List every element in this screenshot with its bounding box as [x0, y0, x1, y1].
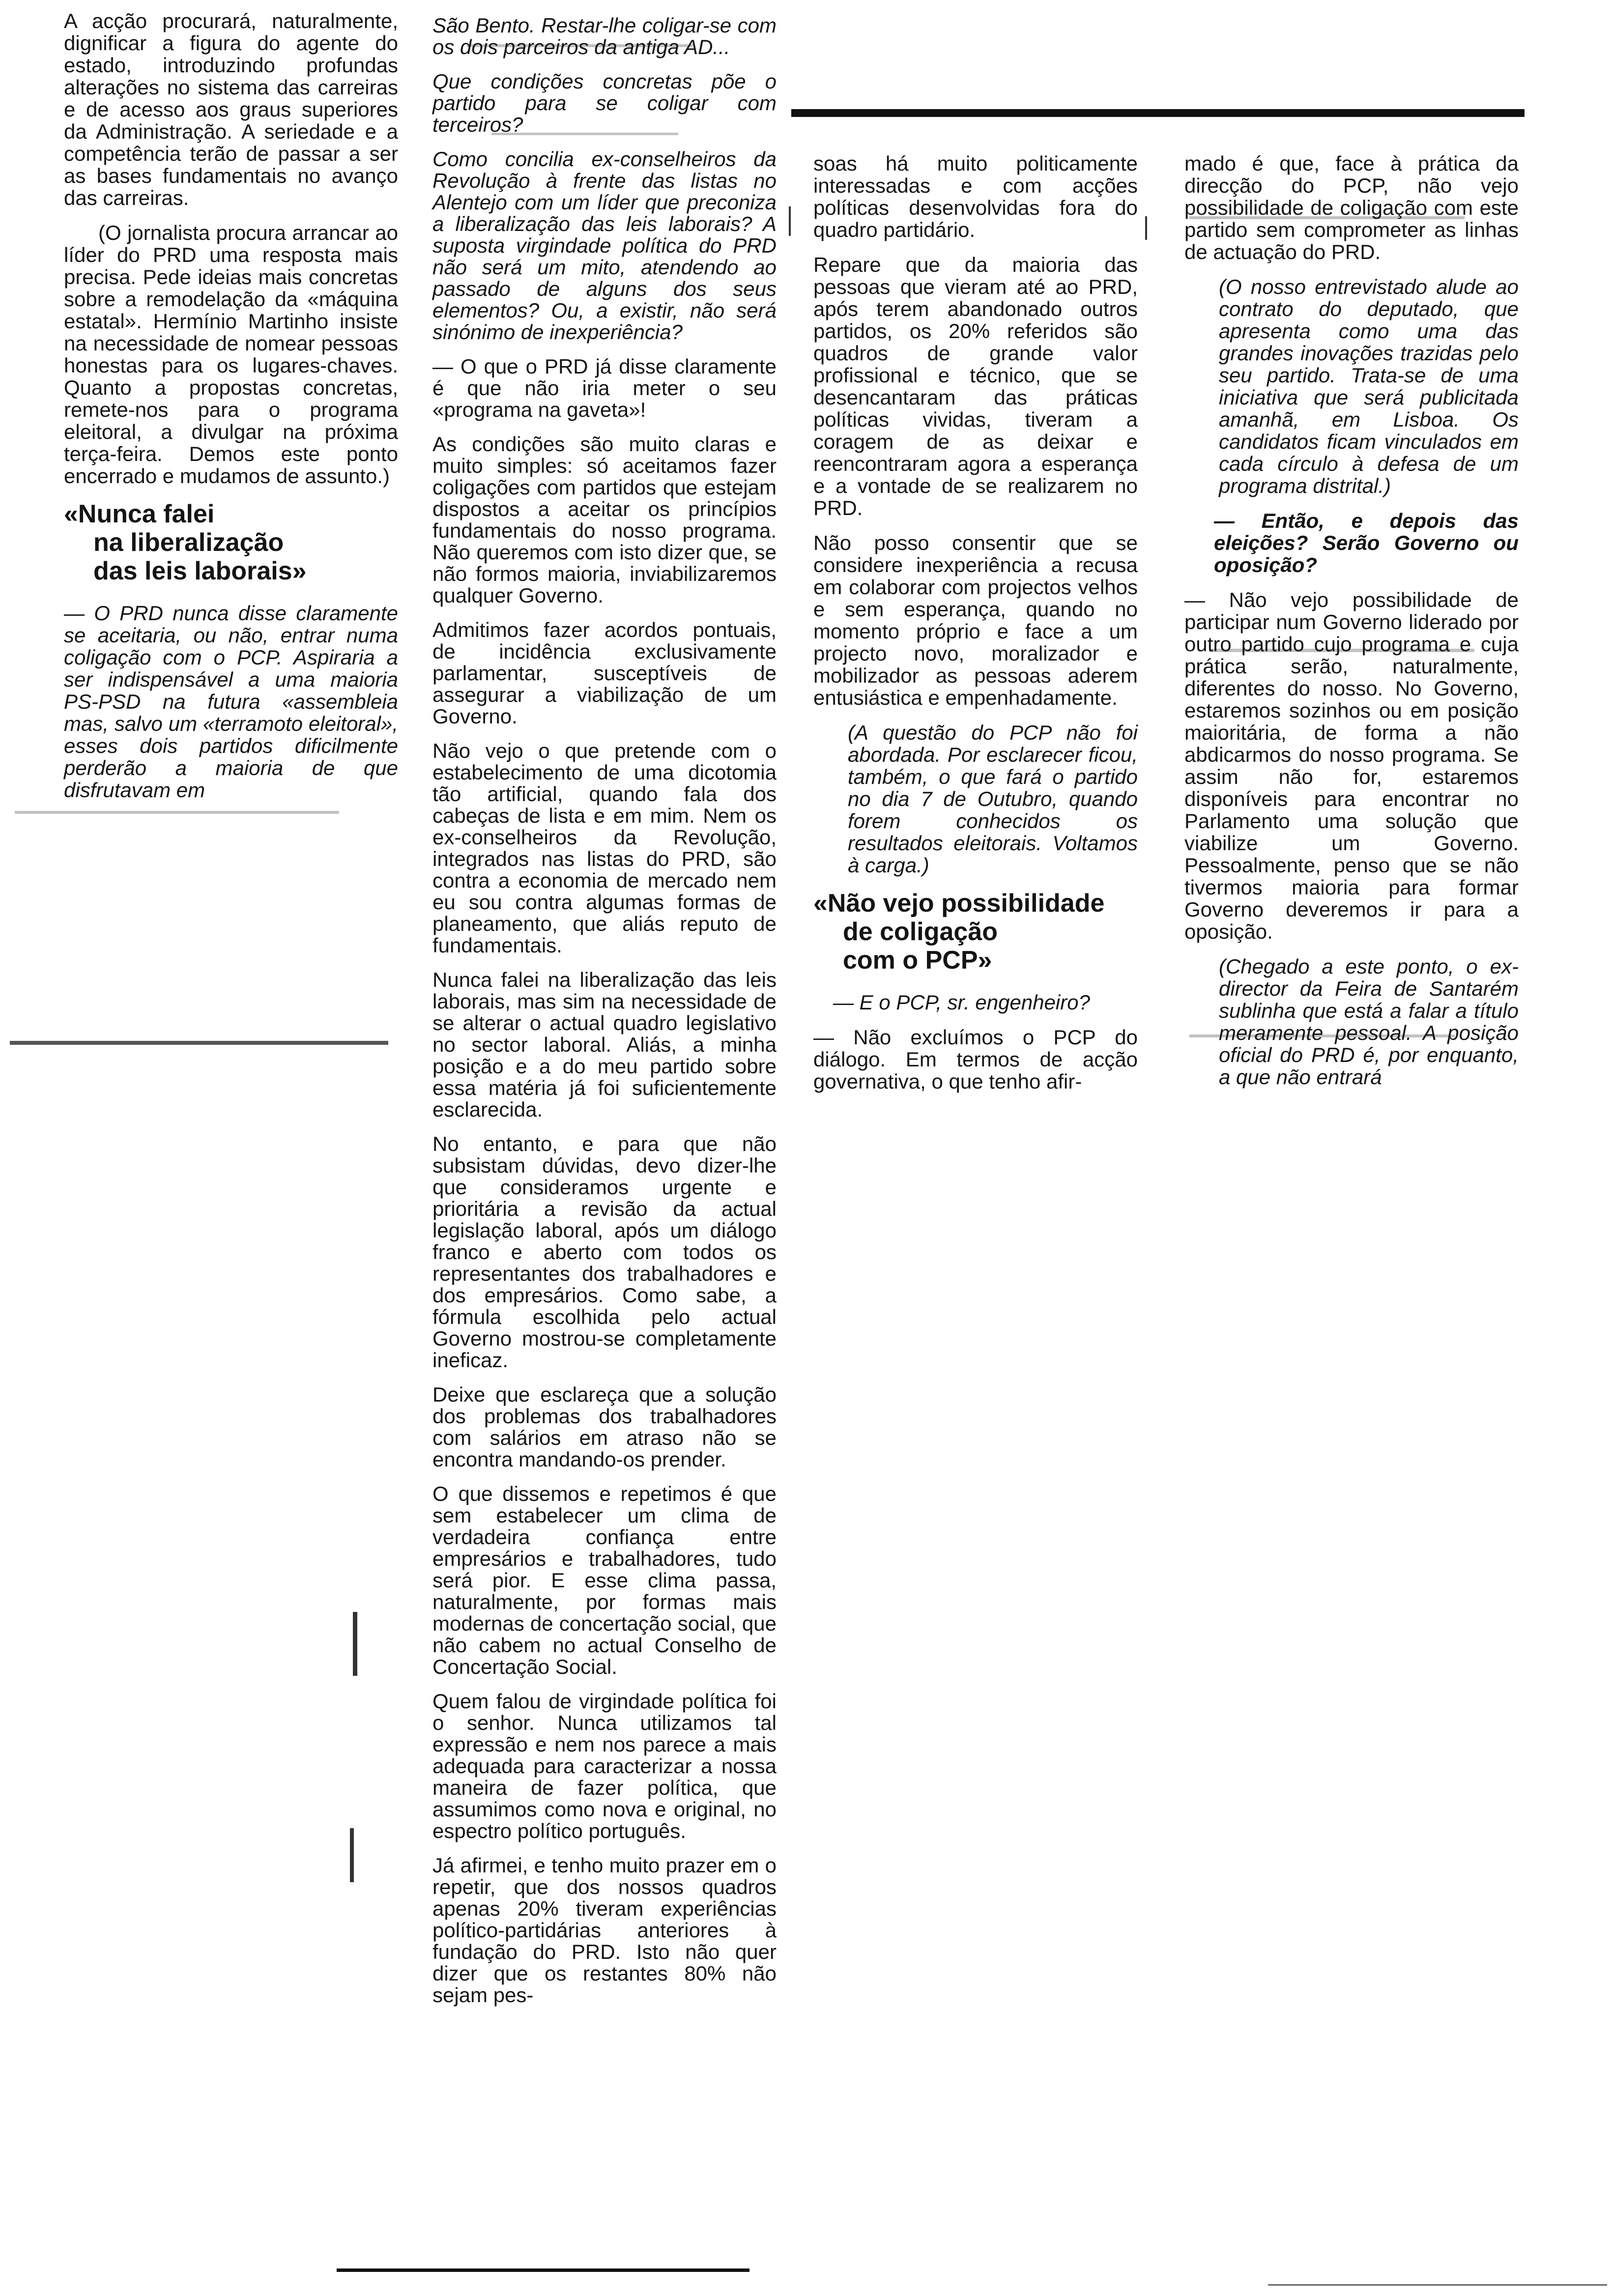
column-3 [813, 152, 1138, 1105]
col1-heading-line-2: na liberalização [93, 528, 284, 557]
col3-heading-line-2: de coligação [843, 918, 998, 946]
margin-mark [1145, 216, 1147, 240]
column-4 [1184, 152, 1519, 1101]
col2-answer-9: Quem falou de virgindade política foi o senhor. Nunca utilizamos tal expressão e nem nos parece a mais adequada para caracterizar a nossa maneira de fazer política, que assumimos como nova e original, no espectro político português. [432, 1690, 777, 1842]
col4-editorial-note-2: (Chegado a este ponto, o ex-director da Feira de Santarém sublinha que está a falar a título meramente pessoal. A posição oficial do PRD é, por enquanto, a que não entrará [1219, 955, 1519, 1089]
col1-paragraph-1: A acção procurará, naturalmente, dignificar a figura do agente do estado, introduzindo profundas alterações no sistema das carreiras e de acesso aos graus superiores da Administração. A seriedade e a competência terão de passar a ser as bases fundamentais no avanço das carreiras. [64, 9, 398, 209]
col4-answer: — Não vejo possibilidade de participar num Governo liderado por outro partido cujo programa e cuja prática serão, naturalmente, diferentes do nosso. No Governo, estaremos sozinhos ou em posição maioritária, de forma a não abdicarmos do nosso programa. Se assim não for, estaremos disponíveis para encontrar no Parlamento uma solução que viabilize um Governo. Pessoalmente, penso que se não tivermos maioria para formar Governo deveremos ir para a oposição. [1184, 588, 1519, 943]
col2-answer-4: Não vejo o que pretende com o estabelecimento de uma dicotomia tão artificial, quando fala dos cabeças de lista e em mim. Nem os ex-conselheiros da Revolução, integrados nas listas do PRD, são contra a economia de mercado nem eu sou contra algumas formas de planeamento, que aliás reputo de fundamentais. [432, 739, 777, 957]
col2-question-3: Como concilia ex-conselheiros da Revolução à frente das listas no Alentejo com um líder que preconiza a liberalização das leis laborais? A suposta virgindade política do PRD não será um mito, atendendo ao passado de alguns dos seus elementos? Ou, a existir, não será sinónimo de inexperiência? [432, 147, 777, 344]
col3-heading-line-1: «Não vejo possibilidade [813, 889, 1105, 918]
col2-answer-2: As condições são muito claras e muito simples: só aceitamos fazer coligações com partidos que estejam dispostos a aceitar os princípios fundamentais do nosso programa. Não queremos com isto dizer que, se não formos maioria, inviabilizaremos qualquer Governo. [432, 432, 777, 607]
col1-heading-line-3: das leis laborais» [93, 557, 307, 585]
margin-mark [789, 206, 791, 236]
col3-answer: — Não excluímos o PCP do diálogo. Em termos de acção governativa, o que tenho afir- [813, 1026, 1138, 1093]
col2-answer-3: Admitimos fazer acordos pontuais, de incidência exclusivamente parlamentar, susceptíveis de assegurar a viabilização de um Governo. [432, 618, 777, 728]
margin-mark [353, 1612, 357, 1676]
col2-answer-6: No entanto, e para que não subsistam dúvidas, devo dizer-lhe que consideramos urgente e prioritária a revisão da actual legislação laboral, após um diálogo franco e aberto com todos os representantes dos trabalhadores e dos empresários. Como sabe, a fórmula escolhida pelo actual Governo mostrou-se completamente ineficaz. [432, 1132, 777, 1372]
col1-heading-line-1: «Nunca falei [64, 500, 215, 528]
col2-answer-1: — O que o PRD já disse claramente é que não iria meter o seu «programa na gaveta»! [432, 355, 777, 421]
top-rule [791, 109, 1525, 117]
col4-paragraph-1: mado é que, face à prática da direcção do PCP, não vejo possibilidade de coligação com este partido sem comprometer as linhas de actuação do PRD. [1184, 152, 1519, 263]
col4-editorial-note: (O nosso entrevistado alude ao contrato do deputado, que apresenta como uma das grandes inovações trazidas pelo seu partido. Trata-se de uma iniciativa que será publicitada amanhã, em Lisboa. Os candidatos ficam vinculados em cada círculo à defesa de um programa distrital.) [1219, 275, 1519, 497]
column-1 [64, 10, 398, 814]
column-2 [432, 15, 777, 2019]
bottom-rule [337, 2268, 749, 2272]
col3-question: — E o PCP, sr. engenheiro? [833, 991, 1090, 1014]
col2-answer-7: Deixe que esclareça que a solução dos problemas dos trabalhadores com salários em atraso não se encontra mandando-os prender. [432, 1383, 777, 1471]
col2-question-2: Que condições concretas põe o partido para se coligar com terceiros? [432, 70, 777, 136]
col3-paragraph-3: Não posso consentir que se considere inexperiência a recusa em colaborar com projectos velhos e sem esperança, quando no momento próprio e face a um projecto novo, moralizador e mobilizador as pessoas aderem entusiástica e empenhadamente. [813, 531, 1138, 709]
col1-heading [64, 500, 398, 585]
col4-question: — Então, e depois das eleições? Serão Governo ou oposição? [1214, 509, 1519, 576]
margin-mark [350, 1828, 354, 1882]
col3-heading-line-3: com o PCP» [843, 946, 992, 975]
bottom-rule-right [1268, 2284, 1607, 2286]
col1-question: — O PRD nunca disse claramente se aceitaria, ou não, entrar numa coligação com o PCP. Aspiraria a ser indispensável a uma maioria PS-PSD na futura «assembleia mas, salvo um «terramoto eleitoral», esses dois partidos dificilmente perderão a maioria de que disfrutavam em [64, 602, 398, 802]
col3-paragraph-2: Repare que da maioria das pessoas que vieram até ao PRD, após terem abandonado outros partidos, os 20% referidos são quadros de grande valor profissional e técnico, que se desencantaram das práticas políticas vividas, tiveram a coragem de as deixar e reencontraram agora a esperança e a vontade de se realizarem no PRD. [813, 253, 1138, 519]
col3-editorial-note: (A questão do PCP não foi abordada. Por esclarecer ficou, também, o que fará o partido no dia 7 de Outubro, quando forem conhecidos os resultados eleitorais. Voltamos à carga.) [848, 721, 1138, 877]
col2-answer-10: Já afirmei, e tenho muito prazer em o repetir, que dos nossos quadros apenas 20% tiveram experiências político-partidárias anteriores à fundação do PRD. Isto não quer dizer que os restantes 80% não sejam pes- [432, 1854, 777, 2007]
col3-paragraph-1: soas há muito politicamente interessadas e com acções políticas desenvolvidas fora do quadro partidário. [813, 152, 1138, 241]
col2-answer-8: O que dissemos e repetimos é que sem estabelecer um clima de verdadeira confiança entre empresários e trabalhadores, tudo será pior. E esse clima passa, naturalmente, por formas mais modernas de concertação social, que não cabem no actual Conselho de Concertação Social. [432, 1482, 777, 1678]
col2-answer-5: Nunca falei na liberalização das leis laborais, mas sim na necessidade de se alterar o actual quadro legislativo no sector laboral. Aliás, a minha posição e a do meu partido sobre essa matéria já foi suficientemente esclarecida. [432, 968, 777, 1121]
left-scan-edge [10, 1041, 388, 1045]
col1-editorial-note: (O jornalista procura arrancar ao líder do PRD uma resposta mais precisa. Pede ideias mais concretas sobre a remodelação da «máquina estatal». Hermínio Martinho insiste na necessidade de nomear pessoas honestas para os lugares-chaves. Quanto a propostas concretas, remete-nos para o programa eleitoral, a divulgar na próxima terça-feira. Demos este ponto encerrado e mudamos de assunto.) [64, 221, 398, 488]
col2-question-end: São Bento. Restar-lhe coligar-se com os dois parceiros da antiga AD... [432, 14, 777, 58]
col3-heading [813, 889, 1138, 975]
